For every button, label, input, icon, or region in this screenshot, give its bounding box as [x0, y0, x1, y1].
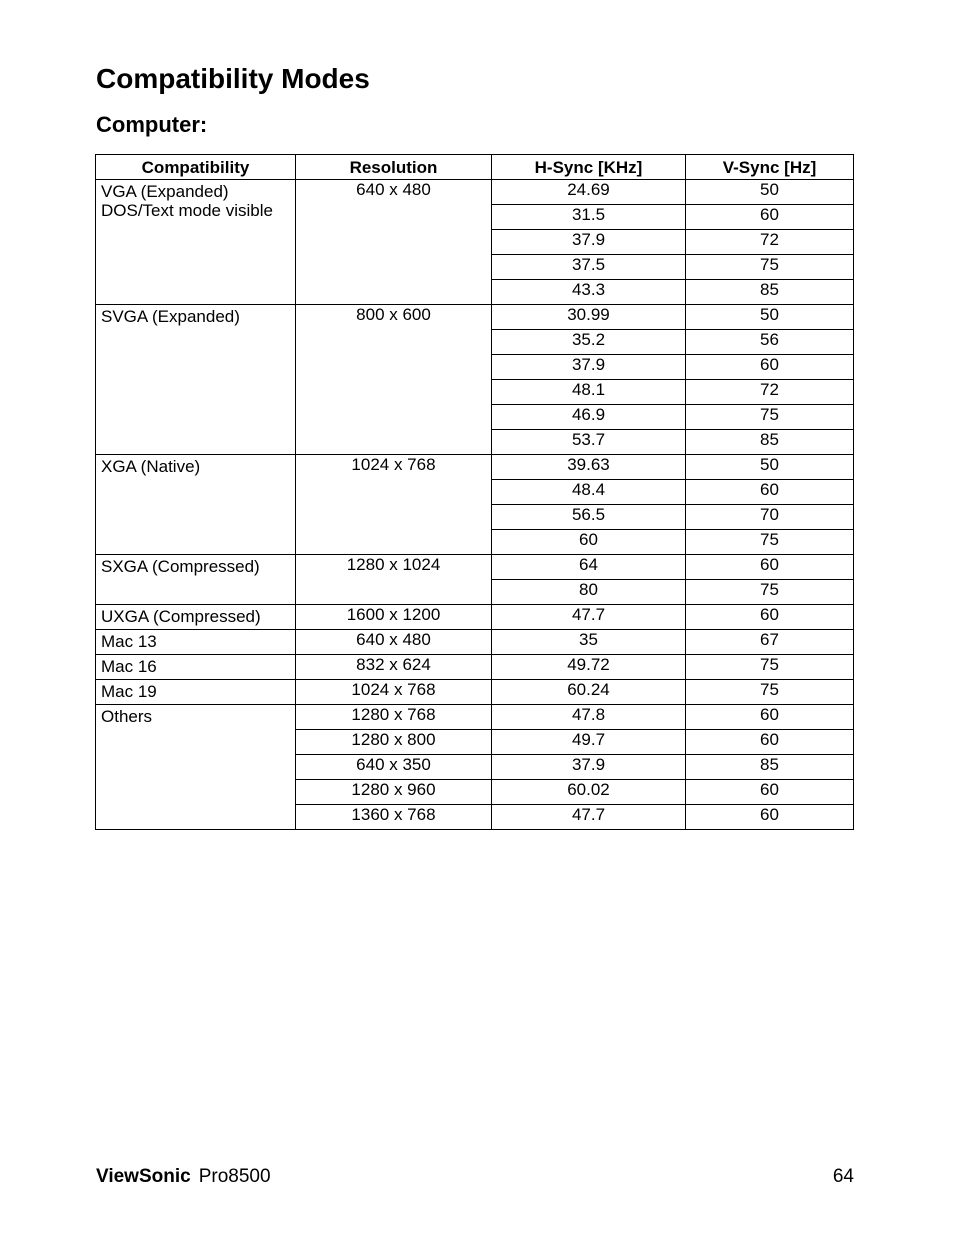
hsync-cell: 64: [492, 555, 686, 580]
table-body: [96, 180, 854, 830]
vsync-cell: 72: [686, 380, 854, 405]
vsync-cell: 50: [686, 180, 854, 205]
compatibility-cell: [96, 705, 296, 830]
hsync-cell: 37.5: [492, 255, 686, 280]
vsync-cell: 60: [686, 705, 854, 730]
hsync-cell: 39.63: [492, 455, 686, 480]
compatibility-label: Others: [101, 707, 153, 726]
hsync-cell: 49.7: [492, 730, 686, 755]
resolution-cell: 1024 x 768: [296, 455, 492, 555]
hsync-cell: 37.9: [492, 755, 686, 780]
vsync-cell: 60: [686, 780, 854, 805]
resolution-cell: 800 x 600: [296, 305, 492, 455]
hsync-cell: 47.8: [492, 705, 686, 730]
table-row: [96, 305, 854, 330]
compatibility-label: UXGA (Compressed): [101, 607, 261, 626]
vsync-cell: 60: [686, 480, 854, 505]
vsync-cell: 75: [686, 405, 854, 430]
hsync-cell: 35.2: [492, 330, 686, 355]
hsync-cell: 80: [492, 580, 686, 605]
table-row: [96, 680, 854, 705]
vsync-cell: 60: [686, 805, 854, 830]
vsync-cell: 56: [686, 330, 854, 355]
page-title: Compatibility Modes: [96, 63, 370, 94]
hsync-cell: 49.72: [492, 655, 686, 680]
hsync-cell: 60.02: [492, 780, 686, 805]
resolution-cell: 1280 x 800: [296, 730, 492, 755]
vsync-cell: 75: [686, 530, 854, 555]
compatibility-cell: [96, 655, 296, 680]
compatibility-label: Mac 16: [101, 657, 157, 676]
hsync-cell: 43.3: [492, 280, 686, 305]
table-row: [96, 180, 854, 205]
vsync-cell: 75: [686, 580, 854, 605]
footer-brand: ViewSonic: [96, 1166, 191, 1187]
vsync-cell: 75: [686, 255, 854, 280]
resolution-cell: 832 x 624: [296, 655, 492, 680]
header-compatibility: Compatibility: [96, 155, 296, 180]
vsync-cell: 60: [686, 605, 854, 630]
compatibility-cell: [96, 555, 296, 605]
vsync-cell: 60: [686, 355, 854, 380]
resolution-cell: 640 x 480: [296, 630, 492, 655]
vsync-cell: 60: [686, 730, 854, 755]
page-number: 64: [832, 1166, 854, 1187]
hsync-cell: 37.9: [492, 230, 686, 255]
resolution-cell: 1280 x 1024: [296, 555, 492, 605]
hsync-cell: 56.5: [492, 505, 686, 530]
hsync-cell: 60.24: [492, 680, 686, 705]
hsync-cell: 30.99: [492, 305, 686, 330]
vsync-cell: 50: [686, 455, 854, 480]
resolution-cell: 1280 x 768: [296, 705, 492, 730]
compatibility-cell: [96, 630, 296, 655]
compatibility-cell: [96, 605, 296, 630]
hsync-cell: 47.7: [492, 605, 686, 630]
vsync-cell: 60: [686, 555, 854, 580]
footer-model: Pro8500: [198, 1166, 271, 1187]
hsync-cell: 53.7: [492, 430, 686, 455]
compatibility-label: SXGA (Compressed): [101, 557, 260, 576]
vsync-cell: 85: [686, 430, 854, 455]
hsync-cell: 46.9: [492, 405, 686, 430]
vsync-cell: 85: [686, 755, 854, 780]
compatibility-label: Mac 13: [101, 632, 157, 651]
vsync-cell: 72: [686, 230, 854, 255]
resolution-cell: 1600 x 1200: [296, 605, 492, 630]
compatibility-label: SVGA (Expanded): [101, 307, 240, 326]
table-row: [96, 555, 854, 580]
resolution-cell: 1360 x 768: [296, 805, 492, 830]
hsync-cell: 48.4: [492, 480, 686, 505]
resolution-cell: 1280 x 960: [296, 780, 492, 805]
table-row: [96, 655, 854, 680]
vsync-cell: 85: [686, 280, 854, 305]
table-row: [96, 455, 854, 480]
compatibility-cell: [96, 680, 296, 705]
hsync-cell: 60: [492, 530, 686, 555]
hsync-cell: 48.1: [492, 380, 686, 405]
compatibility-label: XGA (Native): [101, 457, 201, 476]
compatibility-label: Mac 19: [101, 682, 157, 701]
hsync-cell: 35: [492, 630, 686, 655]
table-row: [96, 630, 854, 655]
compatibility-label: VGA (Expanded): [101, 182, 229, 201]
section-title: Computer:: [96, 112, 208, 137]
resolution-cell: 640 x 480: [296, 180, 492, 305]
page-footer: [96, 1164, 854, 1190]
table-row: [96, 605, 854, 630]
resolution-cell: 1024 x 768: [296, 680, 492, 705]
compatibility-cell: [96, 455, 296, 555]
table-header-row: [96, 155, 854, 180]
resolution-cell: 640 x 350: [296, 755, 492, 780]
header-hsync: H-Sync [KHz]: [492, 155, 686, 180]
hsync-cell: 37.9: [492, 355, 686, 380]
compatibility-label: DOS/Text mode visible: [101, 201, 273, 220]
compatibility-cell: [96, 305, 296, 455]
table-row: [96, 705, 854, 730]
vsync-cell: 75: [686, 680, 854, 705]
vsync-cell: 67: [686, 630, 854, 655]
vsync-cell: 70: [686, 505, 854, 530]
vsync-cell: 60: [686, 205, 854, 230]
hsync-cell: 47.7: [492, 805, 686, 830]
hsync-cell: 31.5: [492, 205, 686, 230]
compatibility-table: [95, 154, 854, 830]
compatibility-cell: [96, 180, 296, 305]
header-vsync: V-Sync [Hz]: [686, 155, 854, 180]
header-resolution: Resolution: [296, 155, 492, 180]
hsync-cell: 24.69: [492, 180, 686, 205]
vsync-cell: 75: [686, 655, 854, 680]
vsync-cell: 50: [686, 305, 854, 330]
